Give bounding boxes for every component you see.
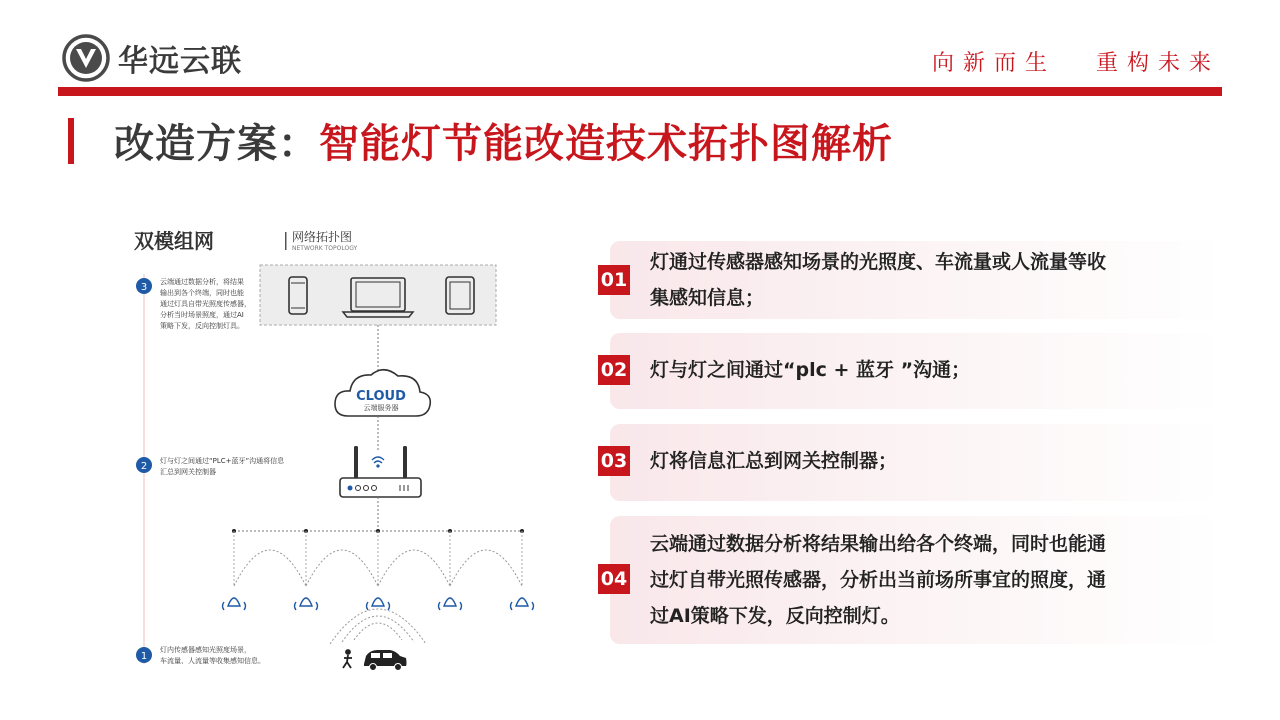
step-2-line-2: 汇总到网关控制器 — [160, 468, 216, 476]
panel-number-03: 03 — [598, 446, 630, 476]
info-panel-01 — [600, 241, 1222, 319]
topology-diagram — [120, 224, 560, 684]
brand-name: 华远云联 — [118, 44, 242, 79]
lamp-icon — [223, 598, 246, 610]
topology-label-en: NETWORK TOPOLOGY — [292, 245, 358, 252]
step-1-line-2: 车流量、人流量等收集感知信息。 — [160, 657, 265, 665]
info-panel-02 — [600, 333, 1222, 409]
cloud-label: CLOUD — [356, 389, 406, 404]
step-1-line-1: 灯内传感器感知光照度场景， — [160, 646, 251, 654]
step-1-number: 1 — [140, 651, 148, 662]
topology-label: 网络拓扑图 — [292, 230, 353, 244]
lamp-icon — [367, 598, 390, 610]
pedestrian-icon — [343, 650, 352, 668]
panel-number-02: 02 — [598, 355, 630, 385]
terminal-devices-box — [260, 265, 496, 325]
topology-label-divider — [285, 232, 287, 250]
step-3-line-2: 输出到各个终端，同时也能 — [160, 289, 244, 297]
slogan — [932, 46, 1220, 77]
slogan-left: 向新而生 — [931, 51, 1056, 76]
step-3-line-5: 策略下发，反向控制灯具。 — [160, 322, 244, 330]
wifi-icon — [372, 457, 384, 467]
panel-text-01: 灯通过传感器感知场景的光照度、车流量或人流量等收 集感知信息； — [650, 251, 1107, 309]
step-3-line-1: 云端通过数据分析，将结果 — [160, 278, 244, 286]
panel-number-01: 01 — [598, 265, 630, 295]
car-icon — [364, 650, 407, 671]
info-panel-04 — [600, 516, 1222, 644]
brand-logo-icon — [62, 34, 110, 82]
page-title-prefix: 改造方案： — [114, 121, 319, 167]
lamp-icon — [295, 598, 318, 610]
panel-text-04: 云端通过数据分析将结果输出给各个终端，同时也能通 过灯自带光照传感器，分析出当前场所事宜的照度，通 过AI策略下发，反向控制灯。 — [650, 533, 1107, 627]
step-2-line-1: 灯与灯之间通过“PLC+蓝牙”沟通将信息 — [160, 457, 285, 465]
gateway-router-icon — [340, 446, 421, 497]
panel-text-03: 灯将信息汇总到网关控制器； — [650, 450, 898, 472]
step-3-number: 3 — [140, 282, 148, 293]
page-title — [114, 112, 893, 169]
slogan-right: 重构未来 — [1095, 51, 1220, 76]
info-panel-03 — [600, 424, 1222, 501]
page-title-main: 智能灯节能改造技术拓扑图解析 — [319, 121, 893, 167]
step-2-number: 2 — [140, 461, 148, 472]
header-divider — [58, 87, 1222, 96]
panel-number-04: 04 — [598, 564, 630, 594]
lamp-icon — [511, 598, 534, 610]
lamp-icon — [439, 598, 462, 610]
panel-text-02: 灯与灯之间通过“plc + 蓝牙 ”沟通； — [650, 359, 971, 381]
sensor-waves — [330, 609, 426, 644]
diagram-heading: 双模组网 — [134, 229, 214, 253]
step-3-line-4: 分析当时场景照度，通过AI — [160, 311, 244, 319]
step-3-line-3: 通过灯具自带光照度传感器， — [160, 300, 251, 308]
cloud-sublabel: 云端服务器 — [363, 404, 399, 412]
title-accent-bar — [68, 118, 74, 164]
